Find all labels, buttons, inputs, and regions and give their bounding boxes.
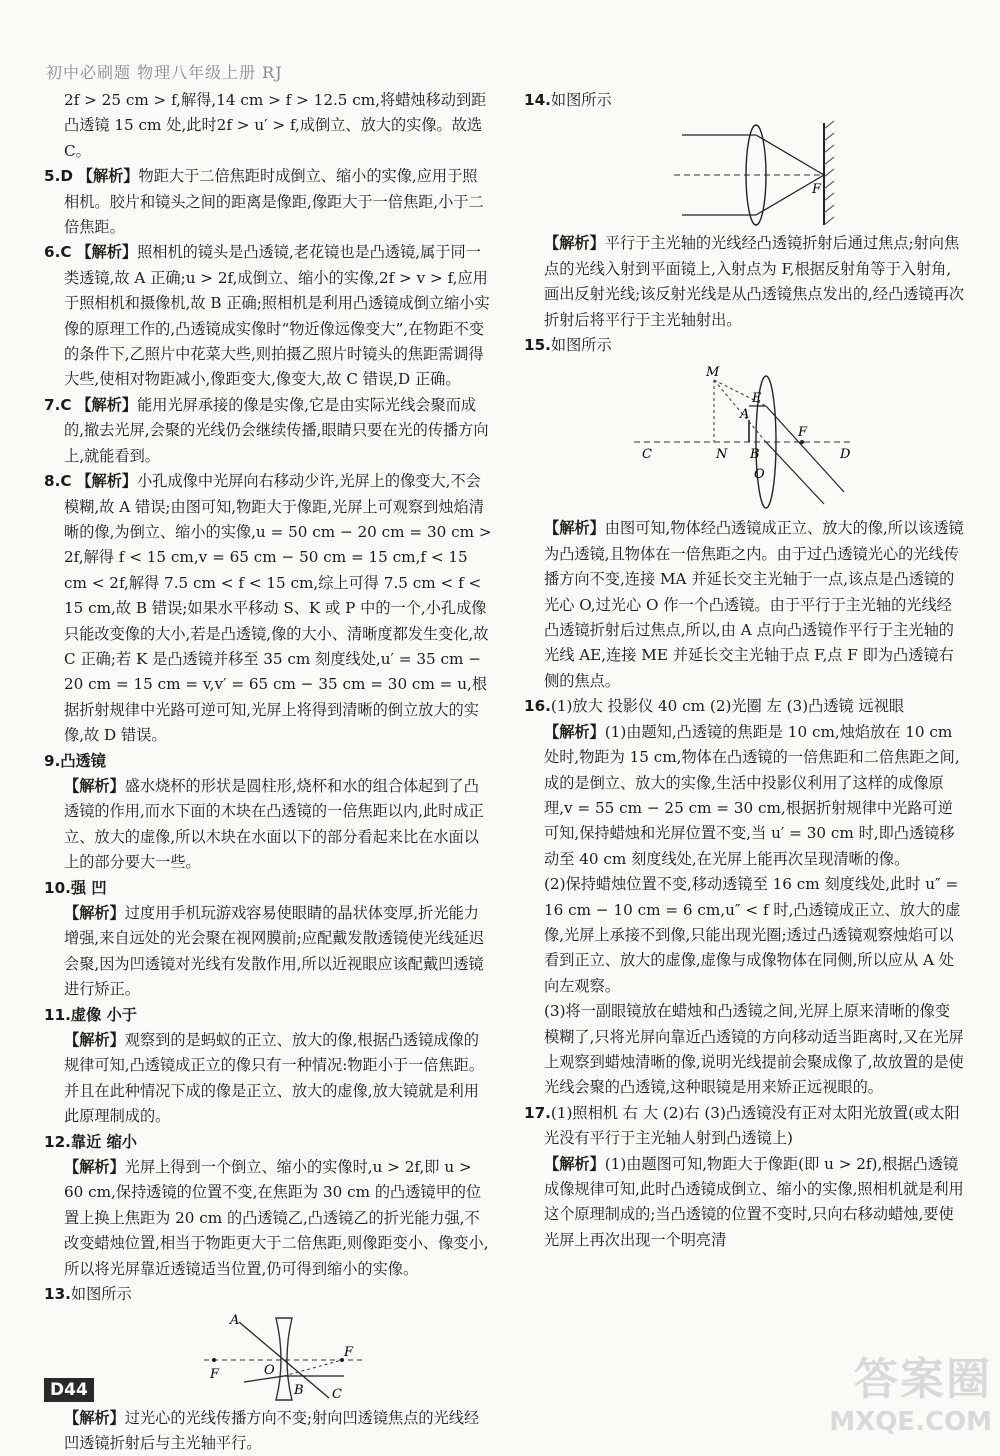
- question-14: [524, 88, 964, 113]
- analysis-text: 物距大于二倍焦距时成倒立、缩小的实像,应用于照相机。胶片和镜头之间的距离是像距,像距大于一倍焦距,小于二倍焦距。: [64, 167, 484, 236]
- analysis-text: 能用光屏承接的像是实像,它是由实际光线会聚而成的,撤去光屏,会聚的光线仍会继续传播,眼睛只要在光的传播方向上,就能看到。: [64, 396, 489, 465]
- label-a: A: [739, 407, 749, 422]
- question-15: [524, 333, 964, 358]
- analysis-text: (1)由题知,凸透镜的焦距是 10 cm,烛焰放在 10 cm处时,物距为 15 cm,物体在凸透镜的一倍焦距和二倍焦距之间,成的是倒立、放大的实像,生活中投影仪利用了这样的成像原理,v = 55 cm − 25 cm = 30 cm,根据折射规律中光路可逆可知,保持蜡烛和光屏位置不变,当 u′ = 30 cm 时,即凸透镜移动至 40 cm 刻度线处,在光屏上能再次呈现清晰的像。: [544, 723, 960, 868]
- analysis-text: 小孔成像中光屏向右移动少许,光屏上的像变大,不会模糊,故 A 错误;由图可知,物距大于像距,光屏上可观察到烛焰清晰的像,为倒立、缩小的实像,u = 50 cm − 20 cm = 30 cm > 2f,解得 f < 15 cm,v = 65 cm − 50 cm = 15 cm,f < 15 cm < 2f,解得 7.5 cm < f < 15 cm,综上可得 7.5 cm < f < 15 cm,故 B 错误;如果水平移动 S、K 或 P 中的一个,小孔成像只能改变像的大小,若是凸透镜,像的大小、清晰度都发生变化,故 C 正确;若 K 是凸透镜并移至 35 cm 刻度线处,u′ = 35 cm − 20 cm = 15 cm = v,v′ = 65 cm − 35 cm = 30 cm = u,根据折射规律中光路可逆可知,光屏上将得到清晰的倒立放大的实像,故 D 错误。: [64, 472, 492, 744]
- mirror-hatching: [824, 121, 834, 225]
- question-15-analysis: [524, 516, 964, 694]
- question-16-analysis-3: (3)将一副眼镜放在蜡烛和凸透镜之间,光屏上原来清晰的像变模糊了,只将光屏向靠近凸透镜的方向移动适当距离时,又在光屏上观察到蜡烛清晰的像,说明光线提前会聚成像了,故放置的是使光线会聚的凸透镜,这种眼镜是用来矫正远视眼的。: [524, 999, 964, 1101]
- answer: C: [60, 396, 71, 414]
- analysis-tag: 【解析】: [544, 723, 605, 741]
- question-5: [44, 164, 492, 240]
- question-number: 14.: [524, 91, 551, 109]
- ray-through-center: [239, 1322, 284, 1360]
- answer: C: [60, 472, 71, 490]
- right-column: [524, 88, 964, 1253]
- analysis-tag: 【解析】: [64, 777, 125, 795]
- question-number: 16.: [524, 697, 551, 715]
- question-number: 7.: [44, 396, 60, 414]
- q4-tail: 2f > 25 cm > f,解得,14 cm > f > 12.5 cm,将蜡烛移动到距凸透镜 15 cm 处,此时2f > u′ > f,成倒立、放大的实像。故选 C。: [44, 88, 492, 164]
- question-number: 8.: [44, 472, 60, 490]
- answer: (1)照相机 右 大 (2)右 (3)凸透镜没有正对太阳光放置(或太阳光没有平行于主光轴人射到凸透镜上): [544, 1104, 960, 1147]
- answer: 靠近 缩小: [71, 1133, 137, 1151]
- label-m: M: [705, 365, 720, 380]
- figure-13-concave-lens: [44, 1312, 492, 1402]
- answer: D: [60, 167, 73, 185]
- question-10: [44, 876, 492, 901]
- analysis-tag: 【解析】: [544, 1155, 605, 1173]
- answer: 如图所示: [551, 91, 612, 109]
- label-o: O: [754, 467, 765, 482]
- question-16-analysis-2: (2)保持蜡烛位置不变,移动透镜至 16 cm 刻度线处,此时 u″ = 16 cm − 10 cm = 6 cm,u″ < f 时,凸透镜成正立、放大的虚像,光屏上承接不到像,只能出现光圈;透过凸透镜观察烛焰可以看到正立、放大的虚像,虚像与成像物体在同侧,所以应从 A 处向左观察。: [524, 872, 964, 999]
- label-c: C: [332, 1387, 342, 1402]
- label-d: D: [839, 447, 851, 462]
- focus-point: [800, 440, 804, 444]
- analysis-text: (1)由题图可知,物距大于像距(即 u > 2f),根据凸透镜成像规律可知,此时凸透镜成倒立、缩小的实像,照相机就是利用这个原理制成的;当凸透镜的位置不变时,只向右移动蜡烛,要使光屏上再次出现一个明亮清: [544, 1155, 964, 1249]
- page-header: 初中必刷题 物理八年级上册 RJ: [46, 60, 283, 83]
- question-11: [44, 1003, 492, 1028]
- question-number: 6.: [44, 243, 60, 261]
- answer: 强 凹: [71, 879, 107, 897]
- label-f-left: F: [209, 1367, 220, 1382]
- ray-through-f: [766, 406, 844, 492]
- figure-14-convex-lens-mirror: [524, 117, 964, 227]
- label-b: B: [293, 1383, 304, 1398]
- question-13: [44, 1282, 492, 1307]
- question-number: 13.: [44, 1285, 71, 1303]
- answer: (1)放大 投影仪 40 cm (2)光圈 左 (3)凸透镜 远视眼: [551, 697, 904, 715]
- question-9: [44, 749, 492, 774]
- analysis-tag: 【解析】: [76, 472, 137, 490]
- label-a: A: [229, 1313, 239, 1328]
- question-10-analysis: [44, 901, 492, 1003]
- figure-15-virtual-image: [524, 362, 964, 512]
- page-number: D44: [44, 1378, 94, 1402]
- question-12: [44, 1130, 492, 1155]
- left-column: [44, 88, 492, 1456]
- answer: 凸透镜: [60, 752, 106, 770]
- answer: 虚像 小于: [71, 1006, 137, 1024]
- analysis-tag: 【解析】: [64, 1158, 125, 1176]
- question-number: 9.: [44, 752, 60, 770]
- analysis-tag: 【解析】: [544, 519, 605, 537]
- analysis-text: 由图可知,物体经凸透镜成正立、放大的像,所以该透镜为凸透镜,且物体在一倍焦距之内。由于过凸透镜光心的光线传播方向不变,连接 MA 并延长交主光轴于一点,该点是凸透镜的光心 O,过光心 O 作一个凸透镜。由于平行于主光轴的光线经凸透镜折射后过焦点,所以,由 A 点向凸透镜作平行于主光轴的光线 AE,连接 ME 并延长交主光轴于点 F,点 F 即为凸透镜右侧的焦点。: [544, 519, 964, 689]
- question-6: [44, 240, 492, 392]
- question-11-analysis: [44, 1028, 492, 1130]
- analysis-text: 照相机的镜头是凸透镜,老花镜也是凸透镜,属于同一类透镜,故 A 正确;u > 2f,成倒立、缩小的实像,2f > v > f,应用于照相机和摄像机,故 B 正确;照相机是利用凸透镜成倒立缩小实像的原理工作的,凸透镜成实像时“物近像远像变大”,在物距不变的条件下,乙照片中花菜大些,则拍摄乙照片时镜头的焦距需调得大些,使相对物距减小,像距变大,像变大,故 C 错误,D 正确。: [64, 243, 490, 388]
- watermark-logo: 答案圈: [829, 1343, 992, 1407]
- question-13-analysis: [44, 1406, 492, 1456]
- analysis-tag: 【解析】: [544, 234, 605, 252]
- label-e: E: [751, 391, 762, 406]
- analysis-tag: 【解析】: [64, 1409, 125, 1427]
- analysis-tag: 【解析】: [76, 243, 137, 261]
- label-n: N: [715, 447, 728, 462]
- concave-lens: [276, 1318, 292, 1400]
- question-number: 17.: [524, 1104, 551, 1122]
- analysis-text: 过光心的光线传播方向不变;射向凹透镜焦点的光线经凹透镜折射后与主光轴平行。: [64, 1409, 479, 1452]
- question-number: 10.: [44, 879, 71, 897]
- answer: 如图所示: [551, 336, 612, 354]
- label-f-right: F: [343, 1345, 354, 1360]
- watermark-url: MXQE.COM: [829, 1407, 992, 1437]
- question-number: 11.: [44, 1006, 71, 1024]
- question-8: [44, 469, 492, 748]
- question-number: 15.: [524, 336, 551, 354]
- label-f: F: [811, 182, 822, 197]
- label-b: B: [749, 447, 760, 462]
- question-17: [524, 1101, 964, 1152]
- question-9-analysis: [44, 774, 492, 876]
- analysis-tag: 【解析】: [78, 167, 139, 185]
- question-16: [524, 694, 964, 719]
- label-o: O: [264, 1363, 275, 1378]
- analysis-text: 光屏上得到一个倒立、缩小的实像时,u > 2f,即 u > 60 cm,保持透镜的位置不变,在焦距为 30 cm 的凸透镜甲的位置上换上焦距为 20 cm 的凸透镜乙,凸透镜乙的折光能力强,不改变蜡烛位置,相当于物距更大于二倍焦距,则像距变小、像变小,所以将光屏靠近透镜适当位置,仍可得到缩小的实像。: [64, 1158, 489, 1278]
- question-7: [44, 393, 492, 469]
- answer: 如图所示: [71, 1285, 132, 1303]
- label-c: C: [642, 447, 652, 462]
- question-number: 5.: [44, 167, 60, 185]
- question-number: 12.: [44, 1133, 71, 1151]
- question-12-analysis: [44, 1155, 492, 1282]
- question-16-analysis-1: [524, 720, 964, 872]
- question-14-analysis: [524, 231, 964, 333]
- analysis-tag: 【解析】: [76, 396, 137, 414]
- label-f: F: [797, 425, 808, 440]
- question-17-analysis: [524, 1152, 964, 1254]
- focus-left: [212, 1358, 216, 1362]
- analysis-text: 观察到的是蚂蚁的正立、放大的像,根据凸透镜成像的规律可知,凸透镜成正立的像只有一种情况:物距小于一倍焦距。并且在此种情况下成的像是正立、放大的虚像,放大镜就是利用此原理制成的。: [64, 1031, 484, 1125]
- watermark: [829, 1343, 992, 1437]
- analysis-text: 过度用手机玩游戏容易使眼睛的晶状体变厚,折光能力增强,来自远处的光会聚在视网膜前;应配戴发散透镜使光线延迟会聚,因为凹透镜对光线有发散作用,所以近视眼应该配戴凹透镜进行矫正。: [64, 904, 484, 998]
- analysis-text: 平行于主光轴的光线经凸透镜折射后通过焦点;射向焦点的光线入射到平面镜上,入射点为 F,根据反射角等于入射角,画出反射光线;该反射光线是从凸透镜焦点发出的,经凸透镜再次折射后将平行于主光轴射出。: [544, 234, 964, 328]
- analysis-tag: 【解析】: [64, 904, 125, 922]
- analysis-tag: 【解析】: [64, 1031, 125, 1049]
- answer: C: [60, 243, 71, 261]
- analysis-text: 盛水烧杯的形状是圆柱形,烧杯和水的组合体起到了凸透镜的作用,而水下面的木块在凸透镜的一倍焦距以内,此时成正立、放大的虚像,所以木块在水面以下的部分看起来比在水面以上的部分要大一些。: [64, 777, 484, 871]
